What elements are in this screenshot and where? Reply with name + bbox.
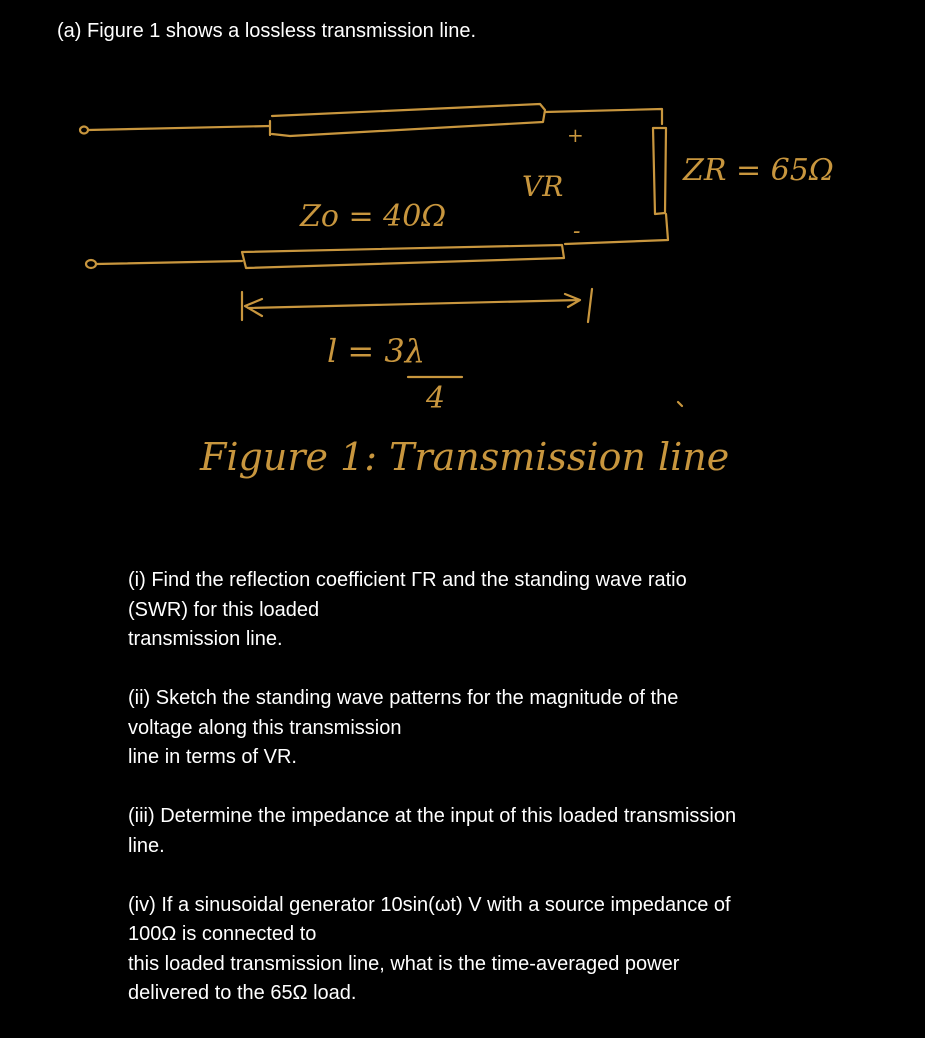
question-ii: (ii) Sketch the standing wave patterns for the magnitude of the voltage along this transmission line in terms of VR. [128, 687, 679, 768]
question-i: (i) Find the reflection coefficient ΓR and the standing wave ratio (SWR) for this loaded transmission line. [128, 569, 687, 650]
intro-text: (a) Figure 1 shows a lossless transmission line. [57, 20, 477, 42]
caption-mark [678, 402, 682, 406]
questions-list [128, 566, 828, 1038]
top-lead-wire [88, 126, 270, 130]
input-terminal-top [80, 127, 88, 134]
load-resistor [653, 128, 666, 214]
bottom-output-wire [565, 214, 668, 244]
top-conductor [270, 104, 545, 136]
vr-minus-sign: - [573, 219, 581, 244]
figure-caption: Figure 1: Transmission line [200, 435, 730, 479]
z0-label: Zo = 40Ω [300, 199, 447, 234]
input-terminal-bottom [86, 260, 96, 268]
length-denominator: 4 [426, 381, 446, 416]
transmission-line-figure [0, 80, 925, 500]
bottom-lead-wire [96, 261, 242, 264]
bottom-conductor [242, 245, 564, 268]
length-label: l = 3λ [327, 332, 426, 370]
vr-label: VR [522, 170, 564, 203]
length-arrow [242, 289, 592, 322]
top-output-wire [545, 109, 662, 124]
question-iii: (iii) Determine the impedance at the input of this loaded transmission line. [128, 805, 737, 857]
question-iv: (iv) If a sinusoidal generator 10sin(ωt) V with a source impedance of 100Ω is connected to this loaded transmission line, what is the time-averaged power delivered to the 65Ω load. [128, 893, 731, 1004]
vr-plus-sign: + [567, 123, 584, 147]
zr-label: ZR = 65Ω [683, 153, 834, 188]
